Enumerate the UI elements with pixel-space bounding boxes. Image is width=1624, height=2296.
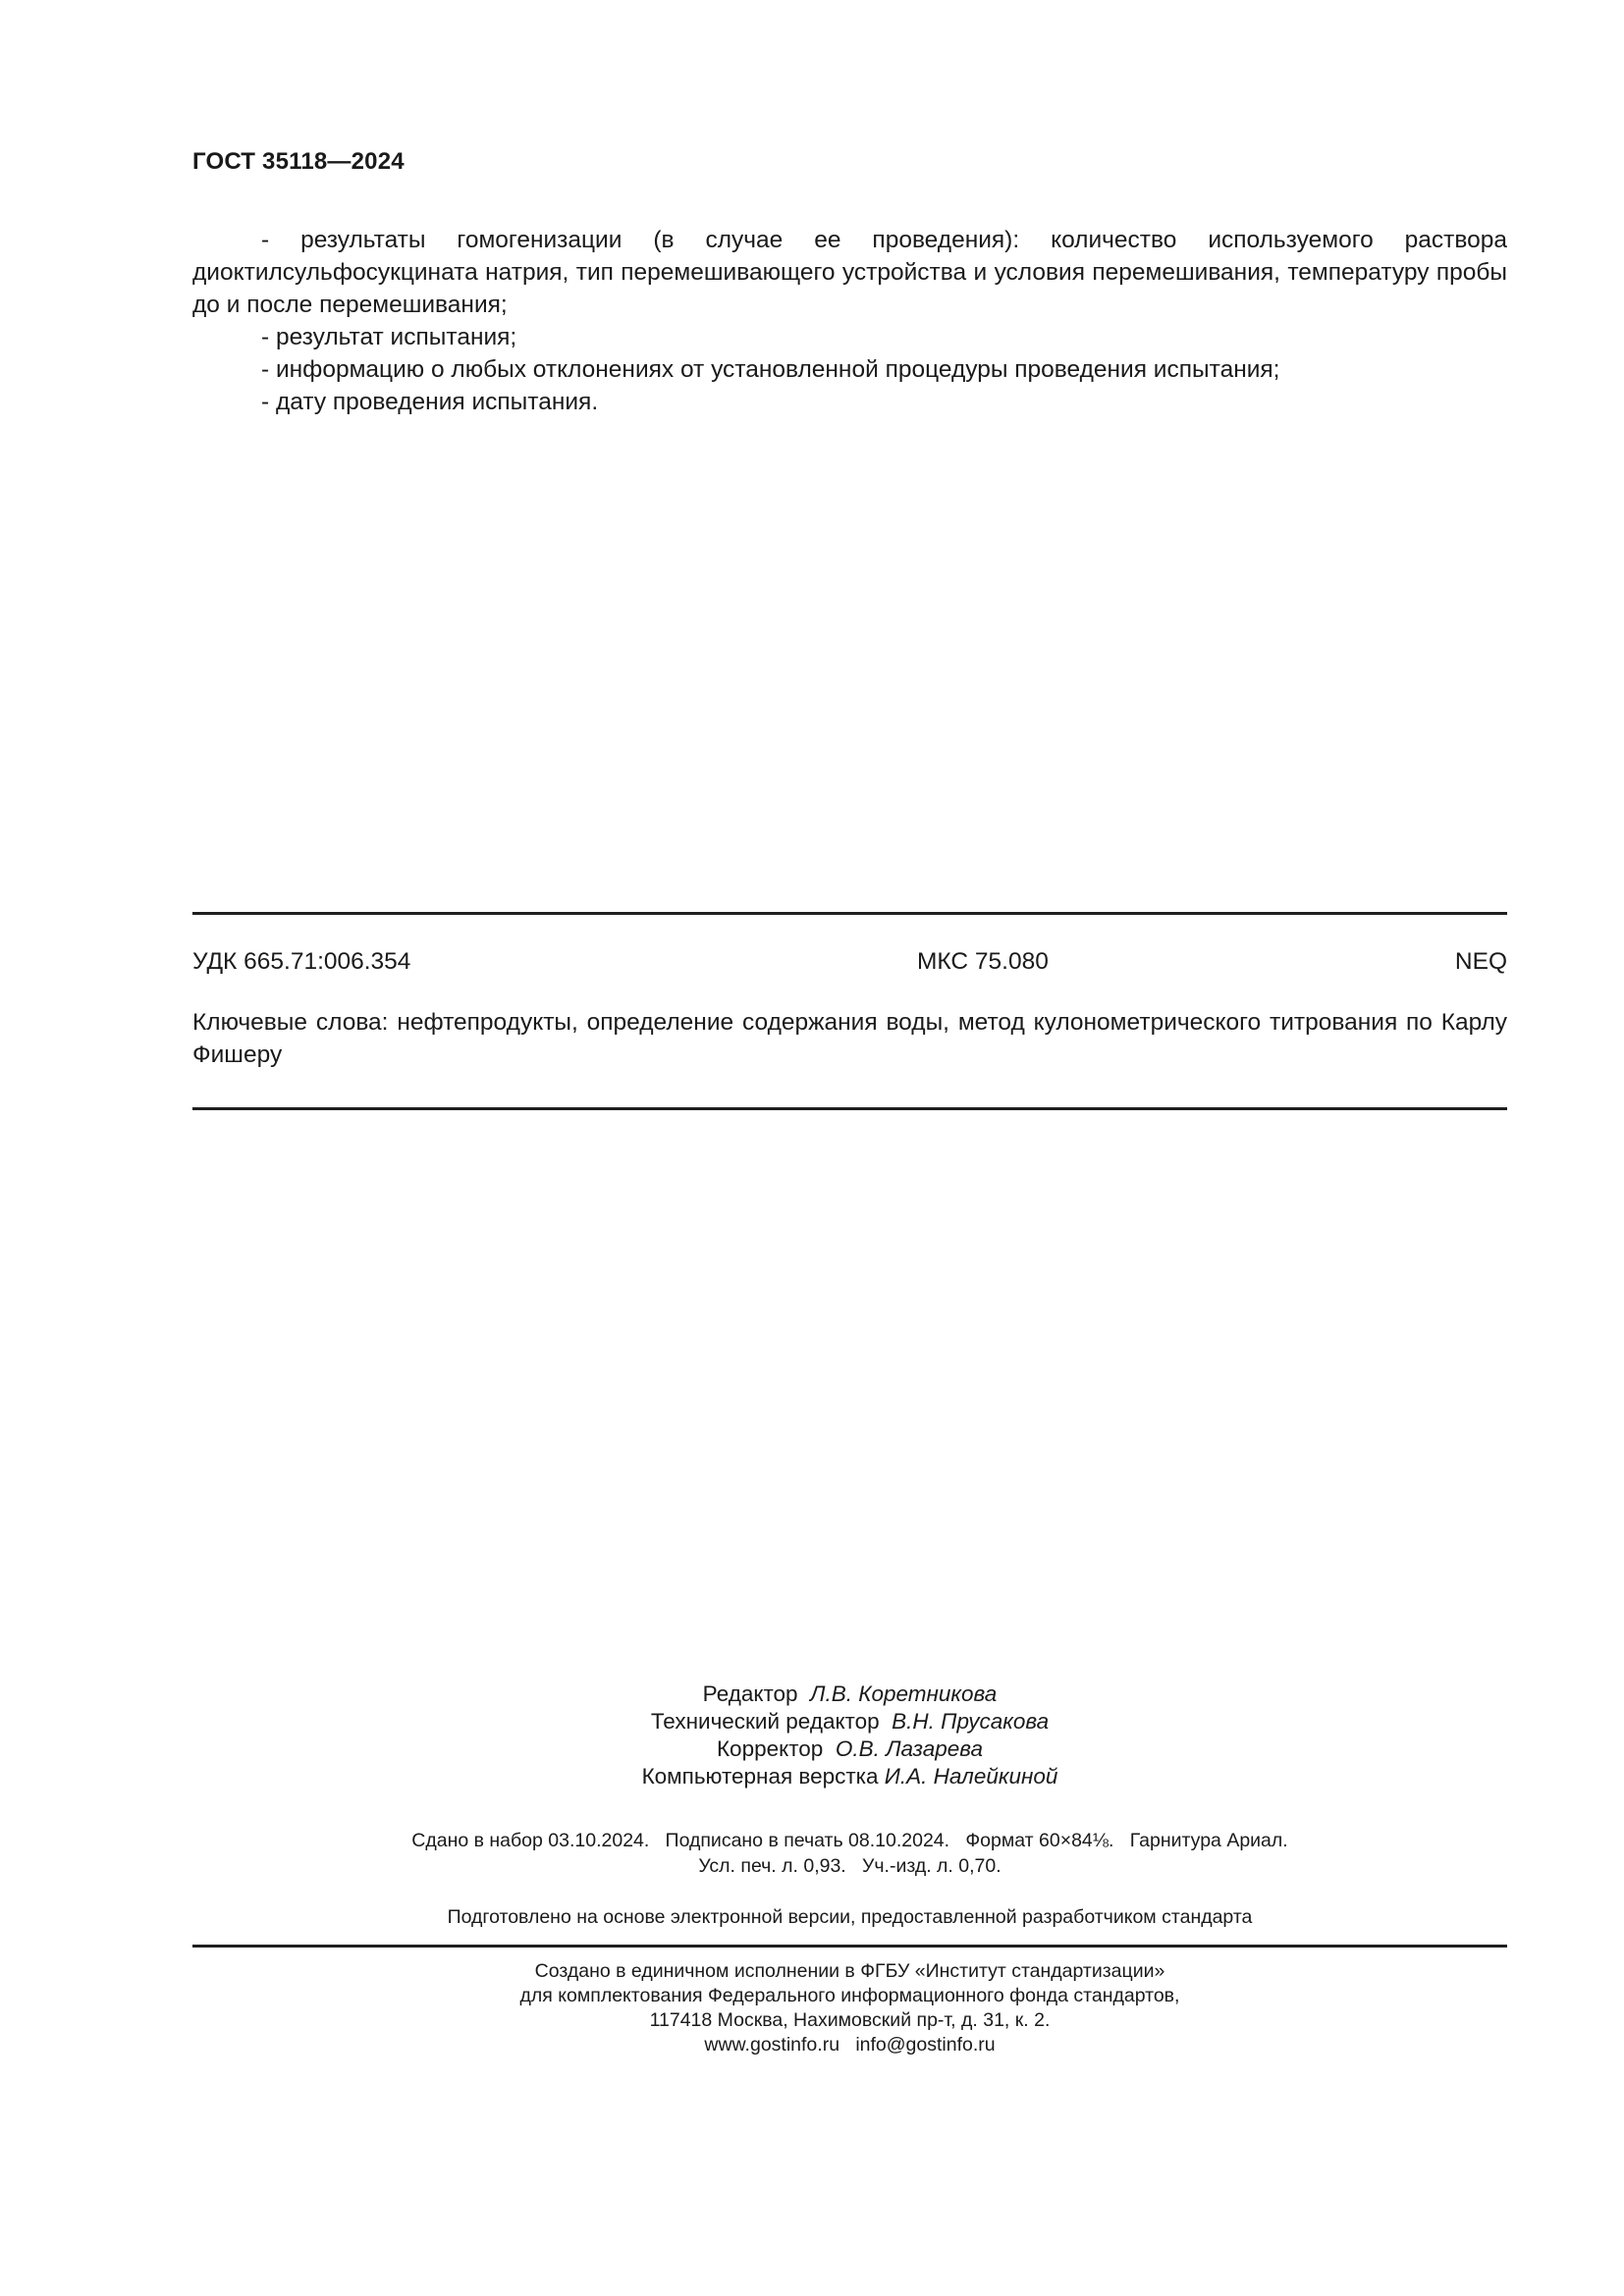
list-item: - информацию о любых отклонениях от установленной процедуры проведения испытания; [261,356,1280,383]
credit-editor: Редактор Л.В. Коретникова [702,1682,998,1706]
imprint-address: 117418 Москва, Нахимовский пр-т, д. 31, к. 2. [649,2009,1051,2031]
email-link[interactable]: info@gostinfo.ru [855,2034,996,2056]
divider-top [192,912,1507,915]
imprint [192,1959,1507,2057]
udk-code: УДК 665.71:006.354 [192,948,411,975]
imprint-line: для комплектования Федерального информационного фонда стандартов, [519,1985,1180,2006]
classification-row [192,948,1507,976]
imprint-contacts [192,2033,1507,2057]
report-requirements-list [192,224,1507,418]
publication-info [192,1828,1507,1879]
divider-keywords [192,1107,1507,1110]
list-item: - результат испытания; [261,324,517,350]
document-page [192,0,1507,2296]
standard-number-header: ГОСТ 35118—2024 [192,148,405,175]
keywords: Ключевые слова: нефтепродукты, определение содержания воды, метод кулонометрического титрования по Карлу Фишеру [192,1009,1507,1068]
imprint-line: Создано в единичном исполнении в ФГБУ «Институт стандартизации» [534,1960,1165,1982]
mks-code: МКС 75.080 [917,948,1049,975]
equivalence-code: NEQ [1454,948,1507,975]
publication-sheets: Усл. печ. л. 0,93. Уч.-изд. л. 0,70. [698,1855,1001,1877]
prepared-note: Подготовлено на основе электронной версии, предоставленной разработчиком стандарта [447,1906,1253,1928]
credit-proofreader: Корректор О.В. Лазарева [716,1736,984,1761]
publication-dates: Сдано в набор 03.10.2024. Подписано в печать 08.10.2024. Формат 60×84⅛. Гарнитура Ариал. [411,1830,1288,1851]
credit-layout: Компьютерная верстка И.А. Налейкиной [641,1764,1058,1789]
list-item: - дату проведения испытания. [261,389,599,415]
credit-technical-editor: Технический редактор В.Н. Прусакова [650,1709,1050,1734]
editorial-credits [192,1681,1507,1790]
website-link[interactable]: www.gostinfo.ru [704,2034,840,2056]
list-item: - результаты гомогенизации (в случае ее проведения): количество используемого раствора диоктилсульфосукцината натрия, тип перемешивающего устройства и условия перемешивания, температуру пробы до и после перемешивания; [192,227,1507,318]
divider-bottom [192,1945,1507,1948]
